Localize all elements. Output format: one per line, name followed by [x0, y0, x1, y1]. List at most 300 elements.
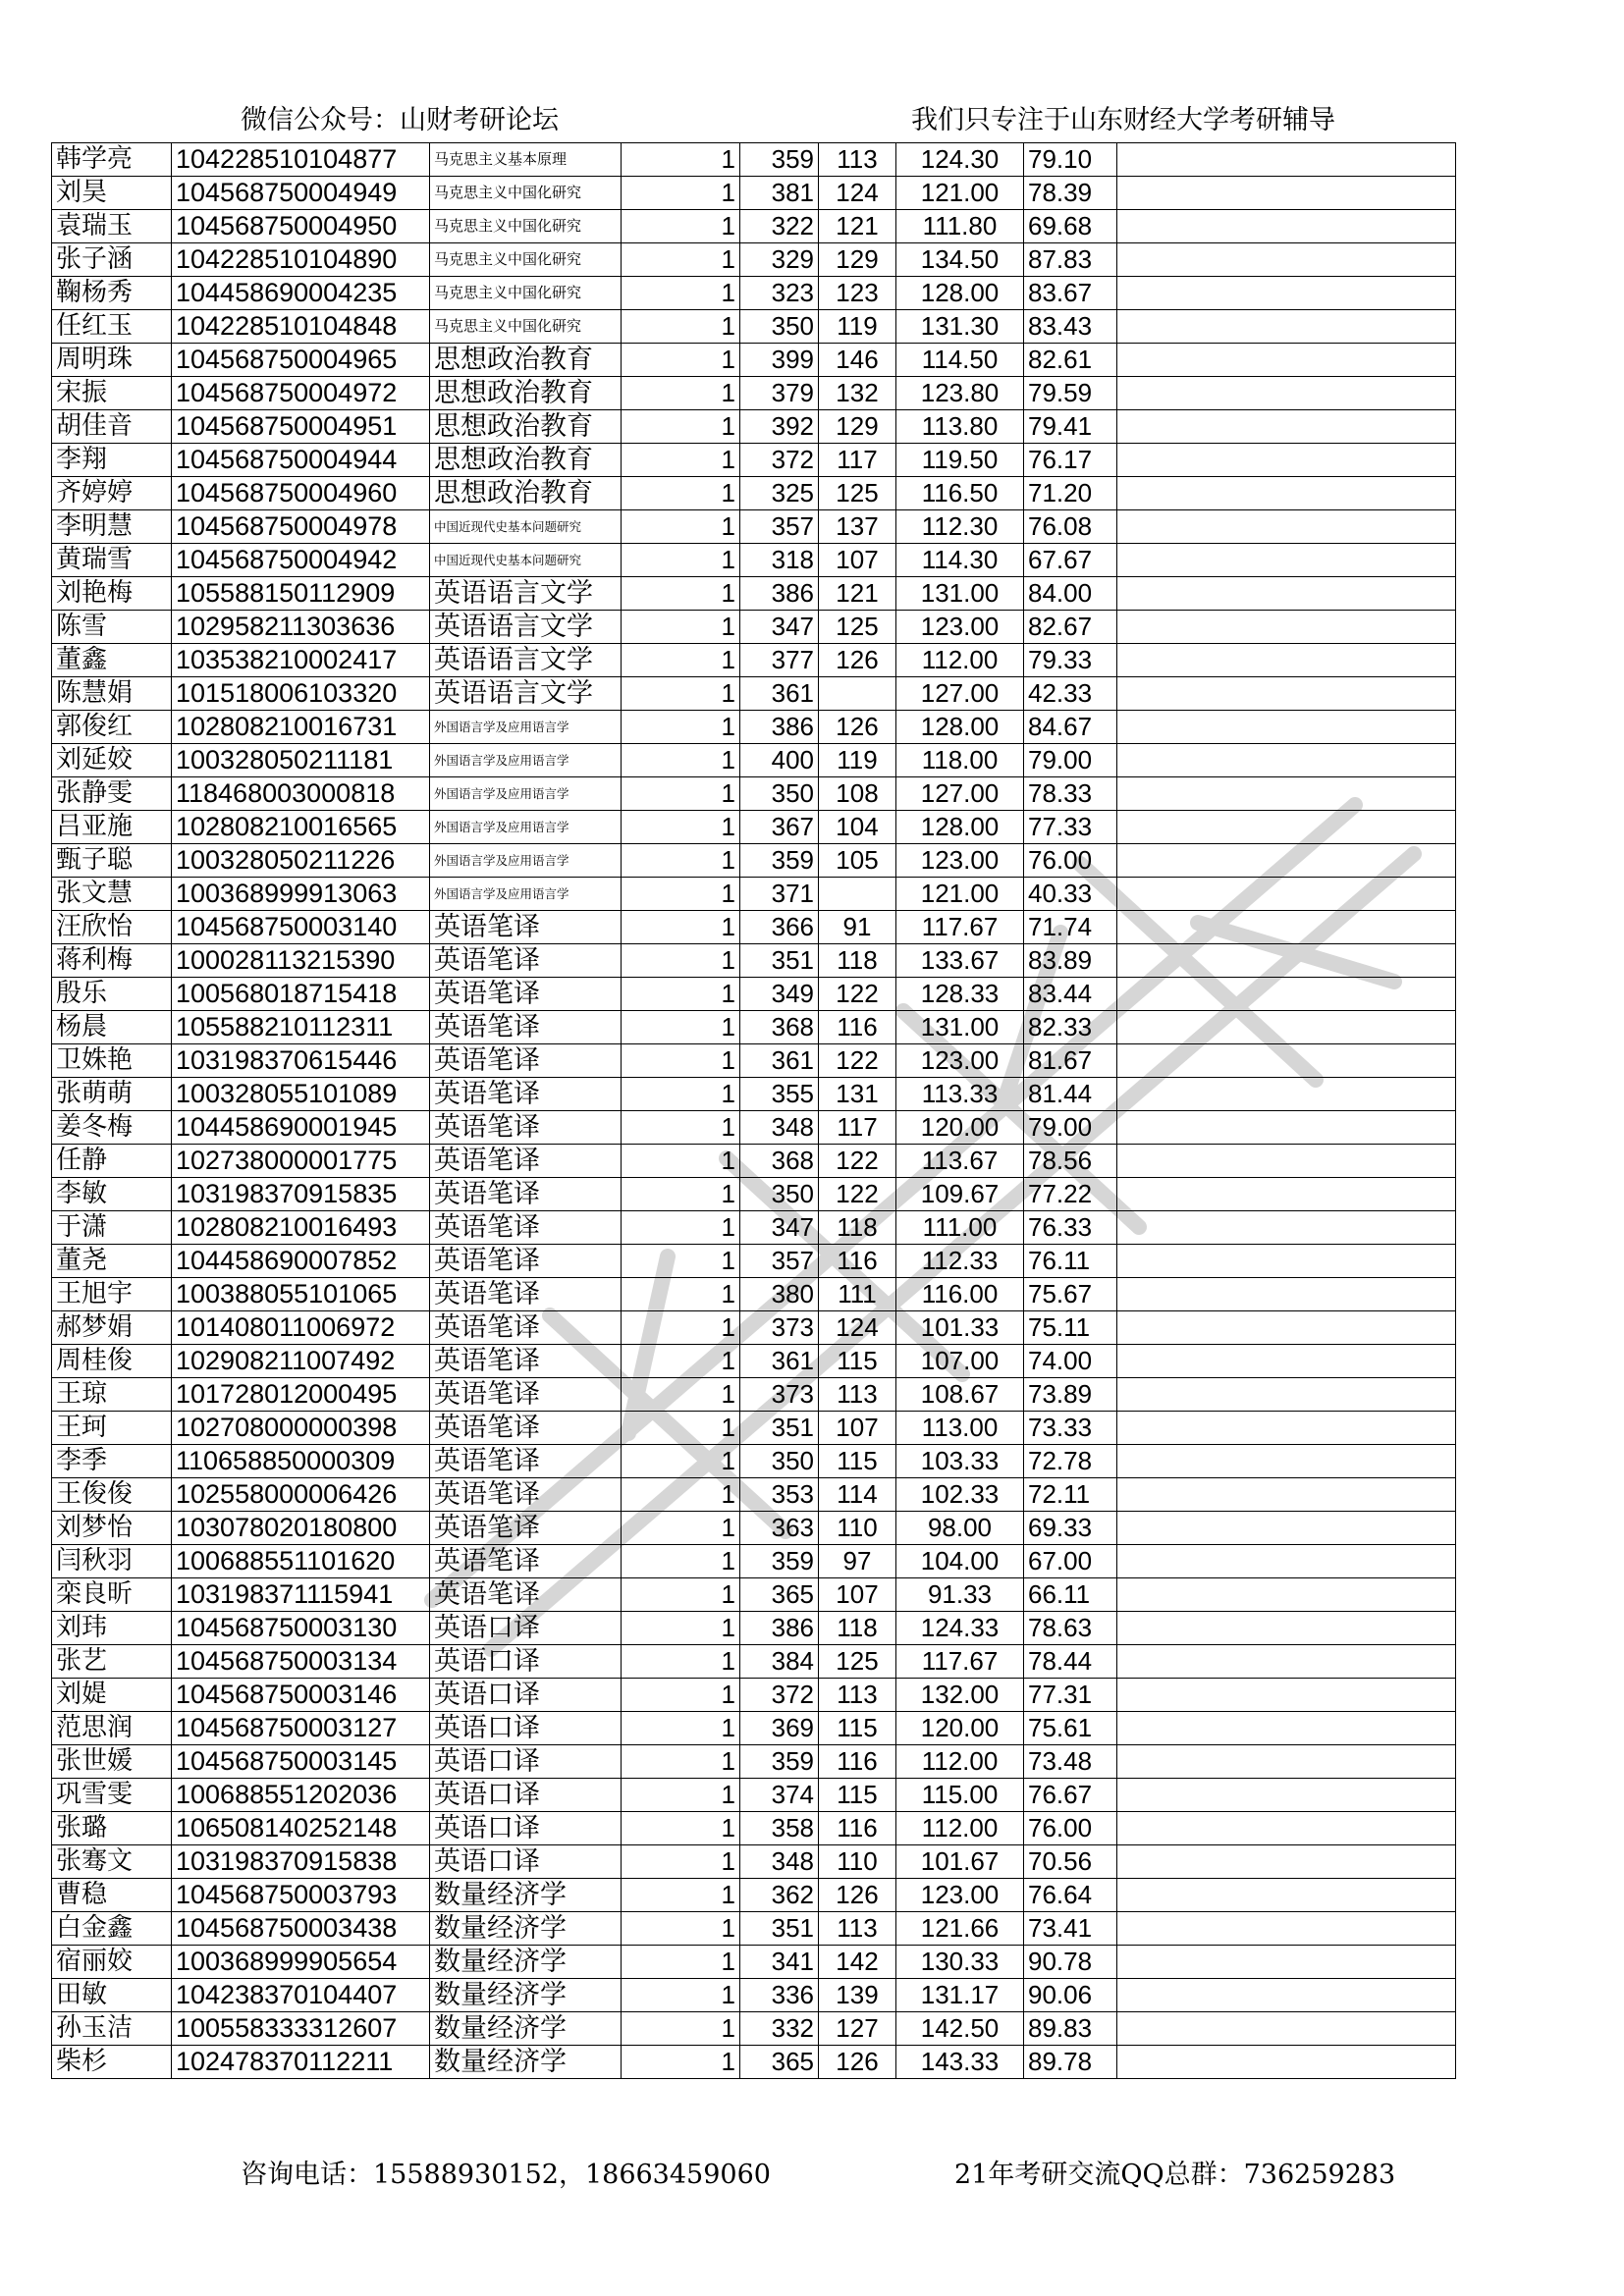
cell-exam-id: 102958211303636 [172, 611, 430, 644]
cell-total-score: 359 [740, 1545, 819, 1578]
cell-score-2: 120.00 [896, 1712, 1024, 1745]
cell-total-score: 386 [740, 711, 819, 744]
cell-total-score: 349 [740, 978, 819, 1011]
cell-name: 张璐 [52, 1812, 172, 1845]
cell-score-2: 128.00 [896, 811, 1024, 844]
cell-major: 思想政治教育 [430, 410, 622, 444]
cell-total-score: 350 [740, 1178, 819, 1211]
cell-score-2: 101.33 [896, 1311, 1024, 1345]
cell-total-score: 361 [740, 1044, 819, 1078]
cell-note [1117, 1912, 1456, 1946]
cell-final-score: 76.67 [1024, 1779, 1117, 1812]
table-row [52, 1512, 1456, 1545]
cell-note [1117, 1412, 1456, 1445]
table-row [52, 1545, 1456, 1578]
table-row [52, 1979, 1456, 2012]
cell-name: 刘延姣 [52, 744, 172, 777]
cell-score-1: 107 [819, 1412, 896, 1445]
cell-name: 郝梦娟 [52, 1311, 172, 1345]
cell-note [1117, 1478, 1456, 1512]
cell-total-score: 361 [740, 677, 819, 711]
cell-final-score: 74.00 [1024, 1345, 1117, 1378]
cell-final-score: 78.44 [1024, 1645, 1117, 1679]
table-row [52, 1044, 1456, 1078]
cell-total-score: 380 [740, 1278, 819, 1311]
cell-exam-id: 104458690001945 [172, 1111, 430, 1145]
cell-final-score: 82.61 [1024, 344, 1117, 377]
cell-score-2: 119.50 [896, 444, 1024, 477]
cell-total-score: 353 [740, 1478, 819, 1512]
cell-final-score: 81.67 [1024, 1044, 1117, 1078]
cell-exam-id: 104568750003140 [172, 911, 430, 944]
cell-score-2: 117.67 [896, 911, 1024, 944]
cell-final-score: 70.56 [1024, 1845, 1117, 1879]
cell-score-2: 113.80 [896, 410, 1024, 444]
cell-score-1: 107 [819, 1578, 896, 1612]
cell-major: 英语笔译 [430, 1445, 622, 1478]
cell-score-1: 129 [819, 243, 896, 277]
cell-note [1117, 1879, 1456, 1912]
cell-name: 张子涵 [52, 243, 172, 277]
cell-count: 1 [622, 1311, 740, 1345]
cell-final-score: 78.56 [1024, 1145, 1117, 1178]
table-row [52, 744, 1456, 777]
cell-final-score: 83.67 [1024, 277, 1117, 310]
cell-final-score: 69.68 [1024, 210, 1117, 243]
table-row [52, 1578, 1456, 1612]
cell-final-score: 75.61 [1024, 1712, 1117, 1745]
cell-exam-id: 102808210016565 [172, 811, 430, 844]
cell-exam-id: 104568750004972 [172, 377, 430, 410]
cell-note [1117, 844, 1456, 878]
cell-name: 陈雪 [52, 611, 172, 644]
table-row [52, 1645, 1456, 1679]
cell-name: 吕亚施 [52, 811, 172, 844]
cell-final-score: 75.11 [1024, 1311, 1117, 1345]
cell-major: 数量经济学 [430, 1979, 622, 2012]
cell-major: 英语笔译 [430, 1545, 622, 1578]
cell-score-1: 126 [819, 644, 896, 677]
cell-major: 数量经济学 [430, 1912, 622, 1946]
cell-exam-id: 104568750003127 [172, 1712, 430, 1745]
table-row [52, 777, 1456, 811]
cell-total-score: 386 [740, 1612, 819, 1645]
cell-count: 1 [622, 1845, 740, 1879]
cell-major: 英语笔译 [430, 1145, 622, 1178]
table-row [52, 811, 1456, 844]
cell-exam-id: 104568750003438 [172, 1912, 430, 1946]
cell-count: 1 [622, 878, 740, 911]
cell-total-score: 348 [740, 1845, 819, 1879]
cell-major: 英语笔译 [430, 1278, 622, 1311]
cell-score-1: 132 [819, 377, 896, 410]
cell-note [1117, 1745, 1456, 1779]
cell-exam-id: 102808210016493 [172, 1211, 430, 1245]
cell-note [1117, 1278, 1456, 1311]
cell-count: 1 [622, 1078, 740, 1111]
cell-note [1117, 1779, 1456, 1812]
cell-name: 姜冬梅 [52, 1111, 172, 1145]
cell-note [1117, 944, 1456, 978]
cell-name: 刘梦怡 [52, 1512, 172, 1545]
cell-note [1117, 1111, 1456, 1145]
cell-total-score: 367 [740, 811, 819, 844]
cell-note [1117, 744, 1456, 777]
cell-total-score: 359 [740, 1745, 819, 1779]
cell-score-2: 143.33 [896, 2046, 1024, 2079]
cell-name: 王俊俊 [52, 1478, 172, 1512]
cell-score-2: 117.67 [896, 1645, 1024, 1679]
cell-total-score: 322 [740, 210, 819, 243]
cell-name: 胡佳音 [52, 410, 172, 444]
cell-name: 蒋利梅 [52, 944, 172, 978]
cell-count: 1 [622, 544, 740, 577]
cell-name: 齐婷婷 [52, 477, 172, 510]
cell-score-2: 113.33 [896, 1078, 1024, 1111]
cell-score-1: 117 [819, 1111, 896, 1145]
cell-count: 1 [622, 1612, 740, 1645]
cell-major: 英语笔译 [430, 944, 622, 978]
cell-major: 外国语言学及应用语言学 [430, 811, 622, 844]
cell-total-score: 347 [740, 611, 819, 644]
cell-count: 1 [622, 611, 740, 644]
cell-exam-id: 100688551202036 [172, 1779, 430, 1812]
cell-count: 1 [622, 310, 740, 344]
table-row [52, 210, 1456, 243]
cell-score-1: 110 [819, 1512, 896, 1545]
table-row [52, 444, 1456, 477]
cell-name: 王旭宇 [52, 1278, 172, 1311]
table-row [52, 978, 1456, 1011]
cell-major: 英语笔译 [430, 1211, 622, 1245]
cell-note [1117, 811, 1456, 844]
cell-final-score: 83.89 [1024, 944, 1117, 978]
cell-exam-id: 104568750003146 [172, 1679, 430, 1712]
cell-score-2: 133.67 [896, 944, 1024, 978]
cell-score-2: 102.33 [896, 1478, 1024, 1512]
table-row [52, 2046, 1456, 2079]
cell-score-2: 115.00 [896, 1779, 1024, 1812]
cell-note [1117, 1211, 1456, 1245]
cell-score-1: 116 [819, 1245, 896, 1278]
table-row [52, 1178, 1456, 1211]
cell-note [1117, 1946, 1456, 1979]
cell-major: 马克思主义中国化研究 [430, 310, 622, 344]
table-row [52, 911, 1456, 944]
cell-major: 英语口译 [430, 1712, 622, 1745]
cell-final-score: 79.59 [1024, 377, 1117, 410]
cell-score-2: 132.00 [896, 1679, 1024, 1712]
cell-final-score: 79.41 [1024, 410, 1117, 444]
cell-score-1: 116 [819, 1011, 896, 1044]
cell-exam-id: 102558000006426 [172, 1478, 430, 1512]
cell-count: 1 [622, 1912, 740, 1946]
table-row [52, 1145, 1456, 1178]
cell-exam-id: 104568750004951 [172, 410, 430, 444]
cell-final-score: 73.41 [1024, 1912, 1117, 1946]
cell-final-score: 78.63 [1024, 1612, 1117, 1645]
cell-name: 李季 [52, 1445, 172, 1478]
cell-total-score: 350 [740, 1445, 819, 1478]
cell-major: 英语语言文学 [430, 677, 622, 711]
cell-name: 田敏 [52, 1979, 172, 2012]
cell-score-2: 130.33 [896, 1946, 1024, 1979]
cell-major: 思想政治教育 [430, 444, 622, 477]
cell-major: 英语笔译 [430, 1345, 622, 1378]
cell-name: 张艺 [52, 1645, 172, 1679]
cell-count: 1 [622, 410, 740, 444]
cell-final-score: 66.11 [1024, 1578, 1117, 1612]
table-row [52, 243, 1456, 277]
cell-major: 数量经济学 [430, 2046, 622, 2079]
cell-note [1117, 2046, 1456, 2079]
cell-final-score: 84.67 [1024, 711, 1117, 744]
table-row [52, 1278, 1456, 1311]
cell-note [1117, 410, 1456, 444]
cell-total-score: 350 [740, 310, 819, 344]
cell-note [1117, 978, 1456, 1011]
cell-score-1: 123 [819, 277, 896, 310]
cell-score-2: 118.00 [896, 744, 1024, 777]
cell-score-1: 127 [819, 2012, 896, 2046]
cell-note [1117, 1345, 1456, 1378]
footer-qq-group: 21年考研交流QQ总群：736259283 [954, 2160, 1396, 2190]
cell-note [1117, 1378, 1456, 1412]
cell-score-1: 113 [819, 143, 896, 177]
cell-final-score: 90.78 [1024, 1946, 1117, 1979]
cell-score-2: 112.30 [896, 510, 1024, 544]
cell-score-2: 101.67 [896, 1845, 1024, 1879]
cell-score-2: 111.80 [896, 210, 1024, 243]
cell-note [1117, 344, 1456, 377]
cell-major: 英语笔译 [430, 911, 622, 944]
cell-exam-id: 104238370104407 [172, 1979, 430, 2012]
cell-major: 马克思主义中国化研究 [430, 177, 622, 210]
cell-score-2: 108.67 [896, 1378, 1024, 1412]
cell-major: 马克思主义中国化研究 [430, 210, 622, 243]
cell-final-score: 73.48 [1024, 1745, 1117, 1779]
cell-note [1117, 1011, 1456, 1044]
cell-name: 甄子聪 [52, 844, 172, 878]
cell-name: 董尧 [52, 1245, 172, 1278]
cell-exam-id: 101518006103320 [172, 677, 430, 711]
cell-score-1: 122 [819, 1178, 896, 1211]
cell-total-score: 366 [740, 911, 819, 944]
cell-exam-id: 100328055101089 [172, 1078, 430, 1111]
cell-name: 刘媞 [52, 1679, 172, 1712]
cell-score-2: 112.00 [896, 644, 1024, 677]
cell-count: 1 [622, 1211, 740, 1245]
cell-major: 中国近现代史基本问题研究 [430, 510, 622, 544]
cell-name: 张静雯 [52, 777, 172, 811]
cell-exam-id: 100568018715418 [172, 978, 430, 1011]
cell-score-1: 104 [819, 811, 896, 844]
cell-count: 1 [622, 1145, 740, 1178]
table-row [52, 410, 1456, 444]
cell-score-2: 98.00 [896, 1512, 1024, 1545]
cell-score-1: 121 [819, 210, 896, 243]
cell-major: 思想政治教育 [430, 477, 622, 510]
table-row [52, 1345, 1456, 1378]
cell-score-1: 125 [819, 611, 896, 644]
cell-exam-id: 106508140252148 [172, 1812, 430, 1845]
cell-count: 1 [622, 811, 740, 844]
cell-name: 周桂俊 [52, 1345, 172, 1378]
cell-note [1117, 1445, 1456, 1478]
cell-final-score: 89.83 [1024, 2012, 1117, 2046]
cell-total-score: 373 [740, 1311, 819, 1345]
cell-exam-id: 104568750003793 [172, 1879, 430, 1912]
cell-name: 黄瑞雪 [52, 544, 172, 577]
cell-final-score: 77.22 [1024, 1178, 1117, 1211]
cell-exam-id: 100688551101620 [172, 1545, 430, 1578]
cell-count: 1 [622, 177, 740, 210]
cell-major: 外国语言学及应用语言学 [430, 777, 622, 811]
cell-final-score: 83.43 [1024, 310, 1117, 344]
cell-name: 范思润 [52, 1712, 172, 1745]
cell-score-2: 121.00 [896, 878, 1024, 911]
cell-name: 卫姝艳 [52, 1044, 172, 1078]
cell-final-score: 78.39 [1024, 177, 1117, 210]
cell-note [1117, 1645, 1456, 1679]
cell-name: 曹稳 [52, 1879, 172, 1912]
cell-total-score: 365 [740, 1578, 819, 1612]
cell-exam-id: 104568750003130 [172, 1612, 430, 1645]
cell-total-score: 372 [740, 1679, 819, 1712]
cell-score-1: 113 [819, 1912, 896, 1946]
cell-score-1: 126 [819, 2046, 896, 2079]
cell-score-2: 131.17 [896, 1979, 1024, 2012]
cell-score-1: 116 [819, 1812, 896, 1845]
cell-score-1: 115 [819, 1712, 896, 1745]
cell-total-score: 372 [740, 444, 819, 477]
table-row [52, 677, 1456, 711]
cell-score-1: 118 [819, 1211, 896, 1245]
cell-note [1117, 777, 1456, 811]
cell-score-2: 109.67 [896, 1178, 1024, 1211]
cell-score-2: 131.00 [896, 1011, 1024, 1044]
cell-count: 1 [622, 344, 740, 377]
cell-name: 柴杉 [52, 2046, 172, 2079]
cell-name: 王珂 [52, 1412, 172, 1445]
cell-score-2: 114.50 [896, 344, 1024, 377]
cell-score-1: 125 [819, 477, 896, 510]
cell-count: 1 [622, 677, 740, 711]
cell-count: 1 [622, 1412, 740, 1445]
cell-score-2: 111.00 [896, 1211, 1024, 1245]
cell-count: 1 [622, 2046, 740, 2079]
cell-score-2: 127.00 [896, 777, 1024, 811]
cell-score-1: 126 [819, 711, 896, 744]
cell-final-score: 79.00 [1024, 1111, 1117, 1145]
cell-final-score: 75.67 [1024, 1278, 1117, 1311]
cell-exam-id: 102738000001775 [172, 1145, 430, 1178]
cell-count: 1 [622, 1946, 740, 1979]
cell-exam-id: 100368999905654 [172, 1946, 430, 1979]
cell-count: 1 [622, 1178, 740, 1211]
cell-exam-id: 104568750003145 [172, 1745, 430, 1779]
cell-major: 数量经济学 [430, 2012, 622, 2046]
table-row [52, 1211, 1456, 1245]
cell-exam-id: 102478370112211 [172, 2046, 430, 2079]
cell-count: 1 [622, 1879, 740, 1912]
cell-total-score: 386 [740, 577, 819, 611]
cell-count: 1 [622, 1111, 740, 1145]
cell-note [1117, 1679, 1456, 1712]
cell-count: 1 [622, 444, 740, 477]
table-row [52, 344, 1456, 377]
cell-name: 陈慧娟 [52, 677, 172, 711]
cell-final-score: 67.67 [1024, 544, 1117, 577]
cell-major: 马克思主义中国化研究 [430, 277, 622, 310]
cell-final-score: 76.33 [1024, 1211, 1117, 1245]
cell-score-2: 112.00 [896, 1812, 1024, 1845]
cell-count: 1 [622, 1345, 740, 1378]
cell-score-2: 131.30 [896, 310, 1024, 344]
cell-score-1: 107 [819, 544, 896, 577]
cell-count: 1 [622, 1712, 740, 1745]
cell-score-2: 128.33 [896, 978, 1024, 1011]
cell-exam-id: 110658850000309 [172, 1445, 430, 1478]
cell-exam-id: 100028113215390 [172, 944, 430, 978]
cell-total-score: 381 [740, 177, 819, 210]
cell-exam-id: 100558333312607 [172, 2012, 430, 2046]
cell-score-1: 126 [819, 1879, 896, 1912]
cell-score-1: 116 [819, 1745, 896, 1779]
cell-count: 1 [622, 844, 740, 878]
cell-exam-id: 102708000000398 [172, 1412, 430, 1445]
cell-note [1117, 477, 1456, 510]
cell-name: 韩学亮 [52, 143, 172, 177]
cell-score-1: 119 [819, 744, 896, 777]
cell-count: 1 [622, 1545, 740, 1578]
cell-score-1: 97 [819, 1545, 896, 1578]
cell-final-score: 83.44 [1024, 978, 1117, 1011]
cell-total-score: 336 [740, 1979, 819, 2012]
cell-final-score: 79.10 [1024, 143, 1117, 177]
cell-total-score: 365 [740, 2046, 819, 2079]
cell-major: 英语笔译 [430, 1078, 622, 1111]
cell-exam-id: 100328050211226 [172, 844, 430, 878]
cell-major: 英语口译 [430, 1779, 622, 1812]
cell-name: 于潇 [52, 1211, 172, 1245]
cell-final-score: 82.67 [1024, 611, 1117, 644]
cell-name: 汪欣怡 [52, 911, 172, 944]
cell-major: 英语笔译 [430, 1111, 622, 1145]
table-row [52, 844, 1456, 878]
cell-count: 1 [622, 1378, 740, 1412]
table-row [52, 544, 1456, 577]
cell-final-score: 71.20 [1024, 477, 1117, 510]
cell-note [1117, 377, 1456, 410]
cell-score-2: 113.67 [896, 1145, 1024, 1178]
cell-final-score: 76.11 [1024, 1245, 1117, 1278]
cell-score-2: 123.00 [896, 1879, 1024, 1912]
cell-name: 周明珠 [52, 344, 172, 377]
cell-major: 外国语言学及应用语言学 [430, 744, 622, 777]
cell-total-score: 379 [740, 377, 819, 410]
cell-total-score: 332 [740, 2012, 819, 2046]
cell-name: 刘昊 [52, 177, 172, 210]
cell-exam-id: 103078020180800 [172, 1512, 430, 1545]
cell-major: 外国语言学及应用语言学 [430, 844, 622, 878]
cell-major: 英语口译 [430, 1612, 622, 1645]
cell-final-score: 79.33 [1024, 644, 1117, 677]
cell-count: 1 [622, 1779, 740, 1812]
cell-note [1117, 277, 1456, 310]
cell-total-score: 374 [740, 1779, 819, 1812]
cell-score-2: 103.33 [896, 1445, 1024, 1478]
